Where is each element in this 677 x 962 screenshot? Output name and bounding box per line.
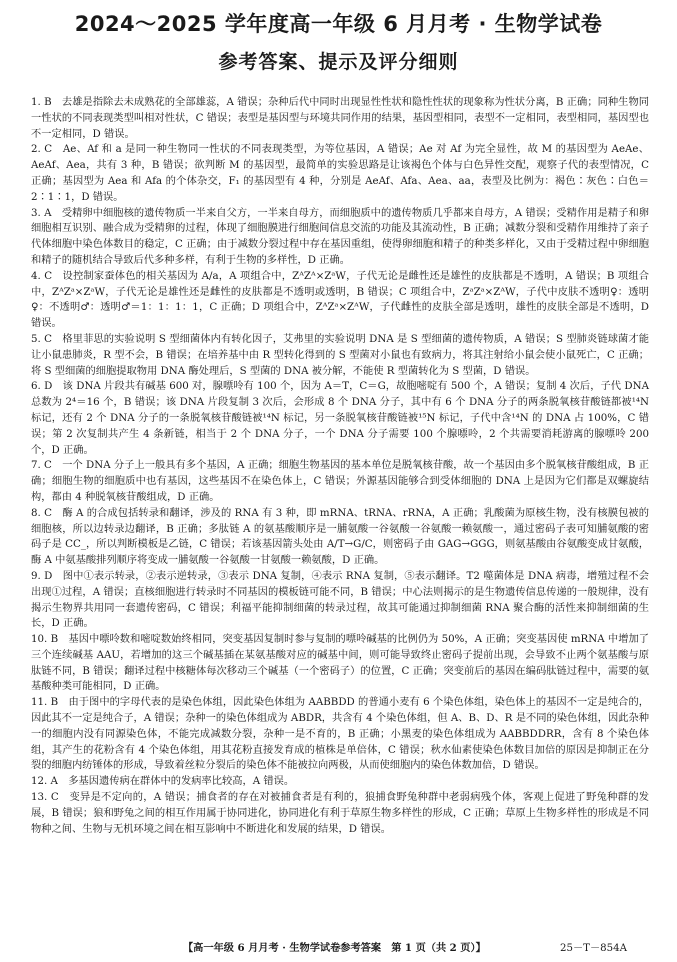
answer-item-9: 9. D 图中①表示转录，②表示逆转录，③表示 DNA 复制，④表示 RNA 复制，⑤表示翻译。T2 噬菌体是 DNA 病毒，增殖过程不会出现①过程，A 错误；直核细胞进行转录时不同基因的模板链可能不同，B 错误；中心法则揭示的是生物遗传信息传递的一般规律，没有揭示生物界共用同一套遗传密码，C 错误；利福平能抑制细菌的转录过程，故其可能通过抑制细菌 RNA 聚合酶的活性来抑制细菌的生长，D 正确。 <box>31 569 649 630</box>
answer-item-13: 13. C 变异是不定向的，A 错误；捕食者的存在对被捕食者是有利的，狼捕食野兔种群中老弱病残个体，客观上促进了野兔种群的发展，B 错误；狼和野兔之间的相互作用属于协同进化，协同进化有利于草原生物多样性的形成，C 正确；草原上生物多样性的形成是不同物种之间、生物与无机环境之间在相互影响中不断进化和发展的结果，D 错误。 <box>31 791 649 835</box>
answer-item-7: 7. C 一个 DNA 分子上一般具有多个基因，A 正确；细胞生物基因的基本单位是脱氧核苷酸，故一个基因由多个脱氧核苷酸组成，B 正确；细胞生物的细胞质中也有基因，这些基因不在染色体上，C 错误；外源基因能够合到受体细胞的 DNA 上是因为它们都是双螺旋结构，都由 4 种脱氧核苷酸组成，D 正确。 <box>31 459 649 503</box>
answer-item-6: 6. D 该 DNA 片段共有碱基 600 对，腺嘌呤有 100 个，因为 A＝T，C＝G，故胞嘧啶有 500 个，A 错误；复制 4 次后，子代 DNA 总数为 2⁴＝16 个，B 错误；该 DNA 片段复制 3 次后，会形成 8 个 DNA 分子，其中有 6 个 DNA 分子的两条脱氧核苷酸链都被¹⁴N 标记，还有 2 个 DNA 分子的一条脱氧核苷酸链被¹⁴N 标记，另一条脱氧核苷酸链被¹⁵N 标记，子代中含¹⁴N 的 DNA 占 100%，C 错误；第 2 次复制共产生 4 条新链，相当于 2 个 DNA 分子，一个 DNA 分子需要 100 个腺嘌呤，2 个共需要消耗游离的腺嘌呤 200 个，D 正确。 <box>31 380 649 456</box>
page-footer <box>0 937 677 955</box>
answer-list <box>31 95 649 837</box>
page-subtitle: 参考答案、提示及评分细则 <box>218 51 459 73</box>
answer-item-3: 3. A 受精卵中细胞核的遗传物质一半来自父方，一半来自母方，而细胞质中的遗传物质几乎都来自母方，A 错误；受精作用是精子和卵细胞相互识别、融合成为受精卵的过程，体现了细胞膜进行细胞间信息交流的功能及其流动性，B 正确；减数分裂和受精作用维持了亲子代体细胞中染色体数目的稳定，C 正确；由于减数分裂过程中存在基因重组，使得卵细胞和精子的种类多样化，又由于受精过程中卵细胞和精子的随机结合导致后代多种多样，有利于生物的多样性，D 正确。 <box>31 206 649 266</box>
answer-item-10: 10. B 基因中嘌呤数和嘧啶数始终相同，突变基因复制时参与复制的嘌呤碱基的比例仍为 50%，A 正确；突变基因使 mRNA 中增加了三个连续碱基 AAU，若增加的这三个碱基插在某氨基酸对应的碱基中间，则可能导致终止密码子提前出现，会导致不止两个氨基酸与原肽链不同，B 错误；翻译过程中核糖体每次移动三个碱基（一个密码子）的位置，C 正确；突变前后的基因在编码肽链过程中，需要的氨基酸种类可能相同，D 正确。 <box>31 633 649 693</box>
answer-item-8: 8. C 酶 A 的合成包括转录和翻译，涉及的 RNA 有 3 种，即 mRNA、tRNA、rRNA，A 正确；乳酸菌为原核生物，没有核膜包被的细胞核，所以边转录边翻译，B 正确；多肽链 A 的氨基酸顺序是一脯氨酸一谷氨酸一谷氨酸一赖氨酸一，通过密码子表可知脯氨酸的密码子是 CC_，所以判断模板是乙链，C 错误；若该基因箭头处由 A/T→G/C，则密码子由 GAG→GGG，则氨基酸由谷氨酸变成甘氨酸，酶 A 中氨基酸排列顺序将变成一脯氨酸一谷氨酸一甘氨酸一赖氨酸，D 正确。 <box>31 506 649 567</box>
answer-item-2: 2. C Ae、Af 和 a 是同一种生物同一性状的不同表现类型，为等位基因，A 错误；Ae 对 Af 为完全显性，故 M 的基因型为 AeAe、AeAf、Aea，共有 3 种，B 错误；欲判断 M 的基因型，最简单的实验思路是让该褐色个体与白色异性交配，观察子代的表型情况，C 正确；基因型为 Aea 和 Afa 的个体杂交，F₁ 的基因型有 4 种，分别是 AeAf、Afa、Aea、aa，表型及比例为：褐色∶灰色∶白色＝2∶1∶1，D 错误。 <box>31 143 649 203</box>
answer-item-5: 5. C 格里菲思的实验说明 S 型细菌体内有转化因子，艾弗里的实验说明 DNA 是 S 型细菌的遗传物质，A 错误；S 型肺炎链球菌才能让小鼠患肺炎，R 型不会，B 错误；在培养基中由 R 型转化得到的 S 型菌对小鼠也有致病力，将其注射给小鼠会使小鼠死亡，C 正确；将 S 型细菌的细胞提取物用 DNA 酶处理后，S 型菌的 DNA 被分解，不能使 R 型菌转化为 S 型菌，D 错误。 <box>31 332 649 377</box>
answer-item-11: 11. B 由于图中的字母代表的是染色体组，因此染色体组为 AABBDD 的普通小麦有 6 个染色体组，染色体上的基因不一定是纯合的，因此其不一定是纯合子，A 错误；杂种一的染色体组成为 ABDR，共含有 4 个染色体组，但 A、B、D、R 是不同的染色体组，因此杂种一的细胞内没有同源染色体，不能完成减数分裂，杂种一是不育的，B 正确；小黑麦的染色体组成为 AABBDDRR，含有 8 个染色体组，其产生的花粉含有 4 个染色体组，用其花粉直接发育成的植株是单倍体，C 错误；秋水仙素使染色体数目加倍的原因是抑制正在分裂的细胞内纺锤体的形成，导致着丝粒分裂后的染色体不能被拉向两极，从而使细胞内的染色体数加倍，D 错误。 <box>31 696 649 772</box>
answer-item-4: 4. C 设控制家蚕体色的相关基因为 A/a，A 项组合中，ZᴬZᴬ×ZᵃW，子代无论是雌性还是雄性的皮肤都是不透明，A 错误；B 项组合中，ZᴬZᵃ×ZᵃW，子代无论是雄性还是雌性的皮肤都是不透明或透明，B 错误；C 项组合中，ZᵃZᵃ×ZᴬW，子代中皮肤不透明♀：透明♀：不透明♂：透明♂＝1：1：1：1，C 正确；D 项组合中，ZᴬZᵃ×ZᴬW，子代雌性的皮肤全部是透明，雄性的皮肤全部是不透明，D 错误。 <box>31 269 649 330</box>
answer-item-1: 1. B 去雄是指除去未成熟花的全部雄蕊，A 错误；杂种后代中同时出现显性性状和隐性性状的现象称为性状分离，B 正确；同种生物同一性状的不同表现类型叫相对性状，C 错误；表型是基因型与环境共同作用的结果，基因型相同，表型不一定相同，表型相同，基因型也不一定相同，D 错误。 <box>31 96 649 140</box>
page-title: 2024～2025 学年度高一年级 6 月月考 · 生物学试卷 <box>74 12 603 36</box>
answer-item-12: 12. A 多基因遗传病在群体中的发病率比较高，A 错误。 <box>31 775 295 788</box>
footer-page-info: 【高一年级 6 月月考 · 生物学试卷参考答案 第 1 页（共 2 页）】 <box>183 942 486 954</box>
footer-doc-code: 25－T－854A <box>560 943 627 954</box>
